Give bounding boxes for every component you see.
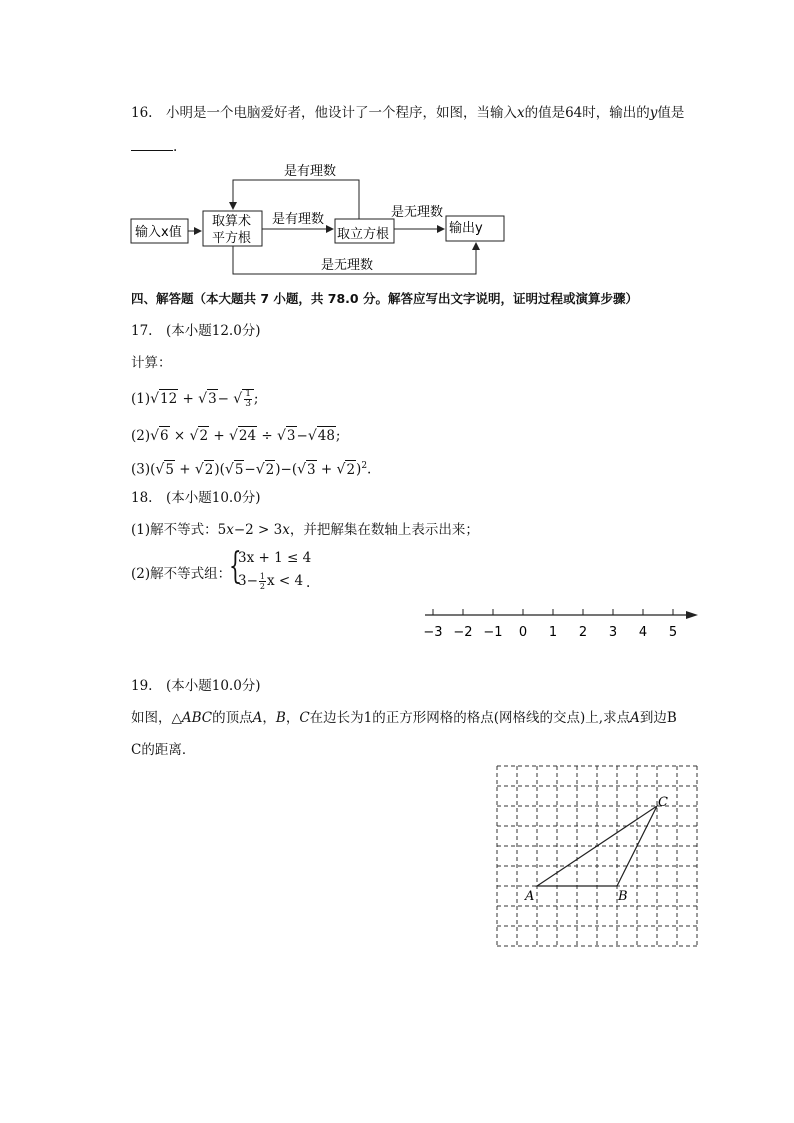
irrational-bottom-label: 是无理数	[321, 258, 374, 273]
system-eq2: 3− $\frac{1}{2}$ x < 4	[238, 572, 304, 591]
q18-part1: (1)解不等式：5x−2 > 3x，并把解集在数轴上表示出来；	[131, 522, 479, 538]
label-b: B	[618, 889, 628, 904]
input-label: 输入x值	[135, 225, 182, 240]
axis-tick-label: 1	[548, 625, 558, 640]
q17-header: 17. (本小题12.0分)	[131, 323, 261, 339]
rational-top-label: 是有理数	[284, 164, 337, 179]
axis-tick-label: 0	[518, 625, 528, 640]
sqrt-label-2: 平方根	[212, 231, 252, 246]
system-eq1: 3x + 1 ≤ 4	[238, 550, 312, 566]
cbrt-label: 取立方根	[337, 227, 390, 242]
sqrt-label-1: 取算术	[212, 214, 252, 229]
axis-tick-label: −3	[423, 625, 443, 640]
q17-part3: $(3)(√5 + √2)(√5-√2)-(√3 + √2)^2$.	[131, 461, 372, 478]
irrational-mid-label: 是无理数	[391, 205, 444, 220]
label-a: A	[525, 889, 535, 904]
q17-intro: 计算：	[131, 355, 172, 371]
axis-tick-label: −2	[453, 625, 473, 640]
flowchart	[0, 0, 794, 300]
system-brace: {	[229, 546, 242, 587]
q19-header: 19. (本小题10.0分)	[131, 678, 261, 694]
axis-tick-label: 3	[608, 625, 618, 640]
q19-line1: 如图，△ABC的顶点A，B，C在边长为1的正方形网格的格点(网格线的交点)上,求点A到边B	[131, 710, 677, 726]
section-4-title: 四、解答题（本大题共 7 小题，共 78.0 分。解答应写出文字说明，证明过程或演算步骤）	[131, 291, 638, 306]
system-end: .	[306, 575, 311, 591]
q18-part2: (2)解不等式组：	[131, 566, 232, 582]
q18-header: 18. (本小题10.0分)	[131, 490, 261, 506]
output-label: 输出y	[449, 221, 483, 236]
q17-part1: (1)√12 + √3− √ $\frac{1}{3}$ ;	[131, 389, 259, 409]
q16-line2: .	[131, 136, 177, 156]
q16-line1: 16. 小明是一个电脑爱好者，他设计了一个程序，如图，当输入x的值是64时，输出的y值是	[131, 105, 685, 121]
rational-mid-label: 是有理数	[272, 212, 325, 227]
axis-tick-label: 2	[578, 625, 588, 640]
triangle-abc	[537, 806, 657, 886]
q19-line2: C的距离．	[131, 742, 196, 758]
label-c: C	[658, 795, 668, 810]
axis-tick-label: 5	[668, 625, 678, 640]
axis-tick-label: 4	[638, 625, 648, 640]
axis-tick-label: −1	[483, 625, 503, 640]
q17-part2: (2)√6 × √2 + √24 ÷ √3−√48;	[131, 428, 341, 444]
